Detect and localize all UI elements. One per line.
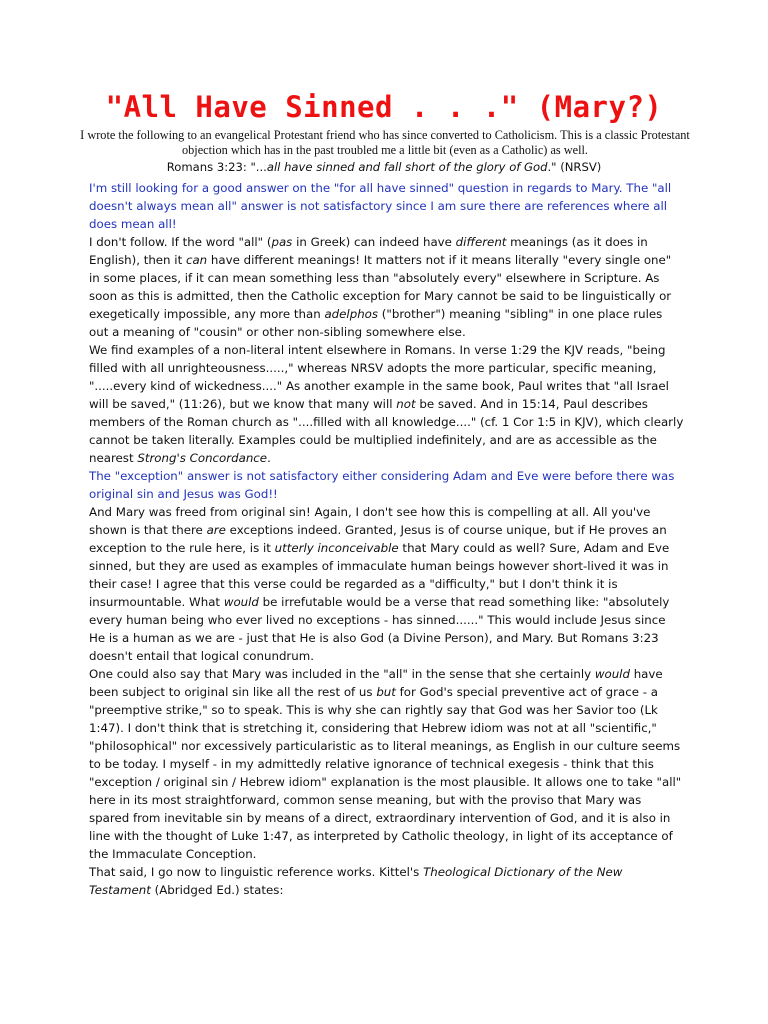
verse-reference: Romans 3:23: "... <box>166 160 267 174</box>
emphasis-different: different <box>455 235 507 249</box>
question-paragraph-2: The "exception" answer is not satisfactory either considering Adam and Eve were before there was original sin and Jesus was God!! <box>89 469 675 501</box>
answer-paragraph-3 <box>89 503 685 665</box>
emphasis-pas: pas <box>271 235 293 249</box>
emphasis-adelphos: adelphos <box>324 307 379 321</box>
text-run: (Abridged Ed.) states: <box>150 883 284 897</box>
article-body <box>89 179 685 899</box>
text-run: That said, I go now to linguistic reference works. Kittel's <box>89 865 424 879</box>
text-run: We find examples of a non-literal intent elsewhere in Romans. In verse 1:29 the KJV reads, "being filled with all unrighteousness.....," whereas NRSV adopts the more particular, specific meaning, ".....every kind of wickedness...." As another example in the same book, Paul writes that "all Israel will be saved," (11:26), but we know that many will <box>89 343 669 411</box>
emphasis-strongs-concordance: Strong's Concordance <box>137 451 268 465</box>
question-paragraph-1: I'm still looking for a good answer on the "for all have sinned" question in regards to Mary. The "all doesn't always mean all" answer is not satisfactory since I am sure there are references where all does mean all! <box>89 181 672 231</box>
text-run: have different meanings! It matters not if it means literally "every single one" in some places, if it can mean something less than "absolutely every" elsewhere in Scripture. As soon as this is admitted, then the Catholic exception for Mary cannot be said to be linguistically or exegetically impossible, any more than <box>89 253 672 321</box>
emphasis-would: would <box>223 595 259 609</box>
answer-paragraph-5 <box>89 863 685 899</box>
text-run: be irrefutable would be a verse that read something like: "absolutely every human being who ever lived no exceptions - has sinned......" This would include Jesus since He is a human as we are - just that He is also God (a Divine Person), and Mary. But Romans 3:23 doesn't entail that logical conundrum. <box>89 595 670 663</box>
bible-verse <box>0 160 768 175</box>
text-run: . <box>267 451 271 465</box>
emphasis-book-title: Theological Dictionary of the New Testament <box>89 865 623 897</box>
text-run: meanings (as it does in English), then it <box>89 235 648 267</box>
answer-paragraph-2 <box>89 341 685 467</box>
answer-paragraph-1 <box>89 233 685 341</box>
text-run: be saved. And in 15:14, Paul describes members of the Roman church as "....filled with all knowledge...." (cf. 1 Cor 1:5 in KJV), which clearly cannot be taken literally. Examples could be multiplied indefinitely, and are as accessible as the nearest <box>89 397 684 465</box>
text-run: have been subject to original sin like all the rest of us <box>89 667 663 699</box>
text-run: ("brother") meaning "sibling" in one place rules out a meaning of "cousin" or other non-sibling somewhere else. <box>89 307 663 339</box>
verse-version: ." (NRSV) <box>547 160 602 174</box>
text-run: One could also say that Mary was included in the "all" in the sense that she certainly <box>89 667 595 681</box>
emphasis-are: are <box>206 523 226 537</box>
page-title: "All Have Sinned . . ." (Mary?) <box>105 90 663 124</box>
emphasis-not: not <box>396 397 416 411</box>
text-run: exceptions indeed. Granted, Jesus is of course unique, but if He proves an exception to the rule here, is it <box>89 523 667 555</box>
emphasis-utterly-inconceivable: utterly inconceivable <box>274 541 399 555</box>
verse-quote: all have sinned and fall short of the glory of God <box>266 160 548 174</box>
intro-note: I wrote the following to an evangelical Protestant friend who has since converted to Catholicism. This is a classic Protestant objection which has in the past troubled me a little bit (even as a Catholic) as well. <box>80 128 690 157</box>
answer-paragraph-4 <box>89 665 685 863</box>
emphasis-would: would <box>594 667 630 681</box>
text-run: for God's special preventive act of grace - a "preemptive strike," so to speak. This is why she can rightly say that God was her Savior too (Lk 1:47). I don't think that is stretching it, considering that Hebrew idiom was not at all "scientific," "philosophical" nor excessively particularistic as to literal meanings, as English in our culture seems to be today. I myself - in my admittedly relative ignorance of technical exegesis - think that this "exception / original sin / Hebrew idiom" explanation is the most plausible. It allows one to take "all" here in its most straightforward, common sense meaning, but with the proviso that Mary was spared from inevitable sin by means of a direct, extraordinary intervention of God, and it is also in line with the thought of Luke 1:47, as interpreted by Catholic theology, in light of its acceptance of the Immaculate Conception. <box>89 685 682 861</box>
text-run: that Mary could as well? Sure, Adam and Eve sinned, but they are used as examples of immaculate human beings however short-lived it was in their case! I agree that this verse could be regarded as a "difficulty," but I don't think it is insurmountable. What <box>89 541 670 609</box>
emphasis-but: but <box>376 685 396 699</box>
text-run: I don't follow. If the word "all" ( <box>89 235 272 249</box>
emphasis-can: can <box>185 253 208 267</box>
text-run: And Mary was freed from original sin! Again, I don't see how this is compelling at all. All you've shown is that there <box>89 505 651 537</box>
text-run: in Greek) can indeed have <box>292 235 456 249</box>
